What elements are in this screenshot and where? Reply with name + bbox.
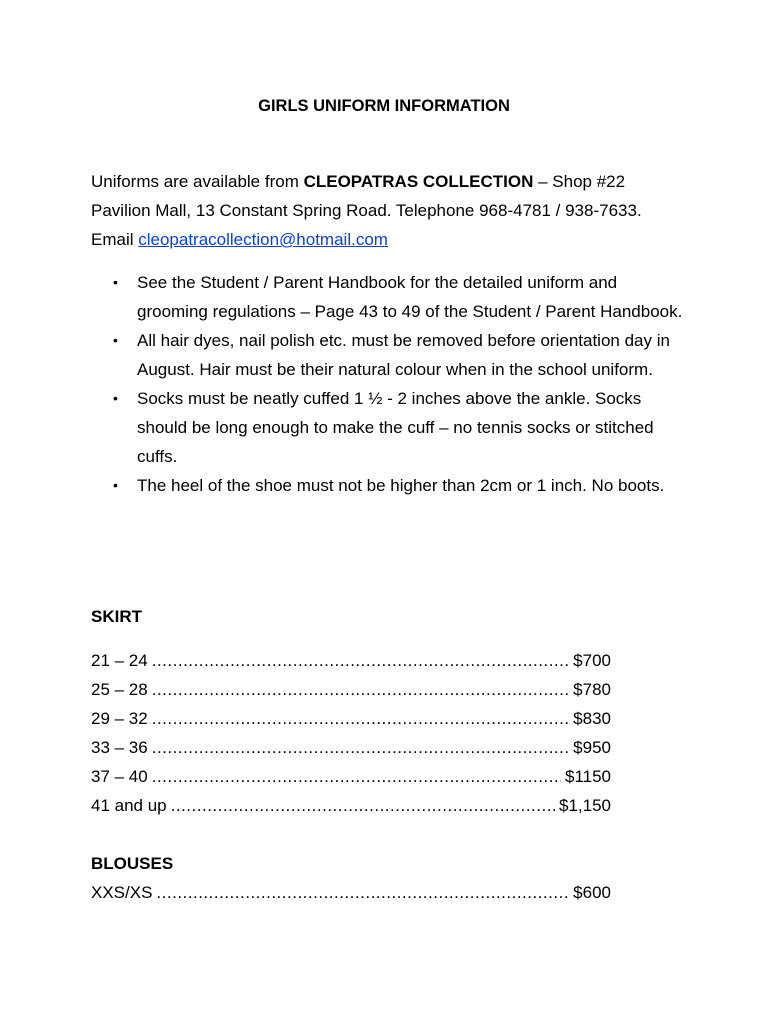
price-value: $1,150 [559, 796, 611, 815]
dot-leader [171, 791, 555, 820]
bullet-icon: • [113, 274, 118, 290]
bullet-icon: • [113, 332, 118, 348]
store-name: CLEOPATRAS COLLECTION [303, 172, 534, 191]
size-label: 29 – 32 [91, 709, 148, 728]
bullet-icon: • [113, 390, 118, 406]
price-row [91, 791, 611, 820]
dot-leader [152, 675, 569, 704]
email-link[interactable]: cleopatracollection@hotmail.com [138, 230, 388, 249]
bullet-icon: • [113, 477, 118, 493]
dot-leader [152, 762, 561, 791]
dot-leader [152, 733, 569, 762]
intro-prefix: Uniforms are available from [91, 172, 304, 191]
intro-paragraph [91, 167, 671, 254]
page-title: GIRLS UNIFORM INFORMATION [258, 97, 510, 115]
size-label: 33 – 36 [91, 738, 148, 757]
size-label: XXS/XS [91, 883, 153, 902]
price-row [91, 646, 611, 675]
uniform-rules-list [91, 268, 691, 500]
size-label: 25 – 28 [91, 680, 148, 699]
blouses-price-list [91, 878, 611, 907]
price-value: $1150 [564, 767, 611, 786]
size-label: 21 – 24 [91, 651, 148, 670]
dot-leader [152, 704, 569, 733]
price-value: $700 [573, 651, 611, 670]
list-item [91, 268, 691, 326]
blouses-heading: BLOUSES [91, 854, 174, 873]
skirt-price-list [91, 646, 611, 820]
rule-text: Socks must be neatly cuffed 1 ½ - 2 inches above the ankle. Socks should be long enough to make the cuff – no tennis socks or stitched cuffs. [137, 389, 654, 466]
dot-leader [152, 646, 569, 675]
rule-text: See the Student / Parent Handbook for the detailed uniform and grooming regulations – Page 43 to 49 of the Student / Parent Handbook. [137, 273, 683, 321]
price-value: $600 [573, 883, 611, 902]
price-row [91, 733, 611, 762]
list-item [91, 471, 691, 500]
price-value: $830 [573, 709, 611, 728]
rule-text: All hair dyes, nail polish etc. must be removed before orientation day in August. Hair must be their natural colour when in the school uniform. [137, 331, 670, 379]
price-row [91, 704, 611, 733]
price-row [91, 762, 611, 791]
list-item [91, 326, 691, 384]
price-row [91, 878, 611, 907]
price-value: $950 [573, 738, 611, 757]
price-value: $780 [573, 680, 611, 699]
size-label: 41 and up [91, 796, 167, 815]
price-row [91, 675, 611, 704]
store-address: – Shop #22 Pavilion Mall, 13 Constant Spring Road. Telephone 968-4781 / 938-7633. Email [91, 172, 642, 249]
skirt-heading: SKIRT [91, 607, 142, 626]
list-item [91, 384, 691, 471]
dot-leader [156, 878, 569, 907]
rule-text: The heel of the shoe must not be higher than 2cm or 1 inch. No boots. [137, 476, 665, 495]
size-label: 37 – 40 [91, 767, 148, 786]
